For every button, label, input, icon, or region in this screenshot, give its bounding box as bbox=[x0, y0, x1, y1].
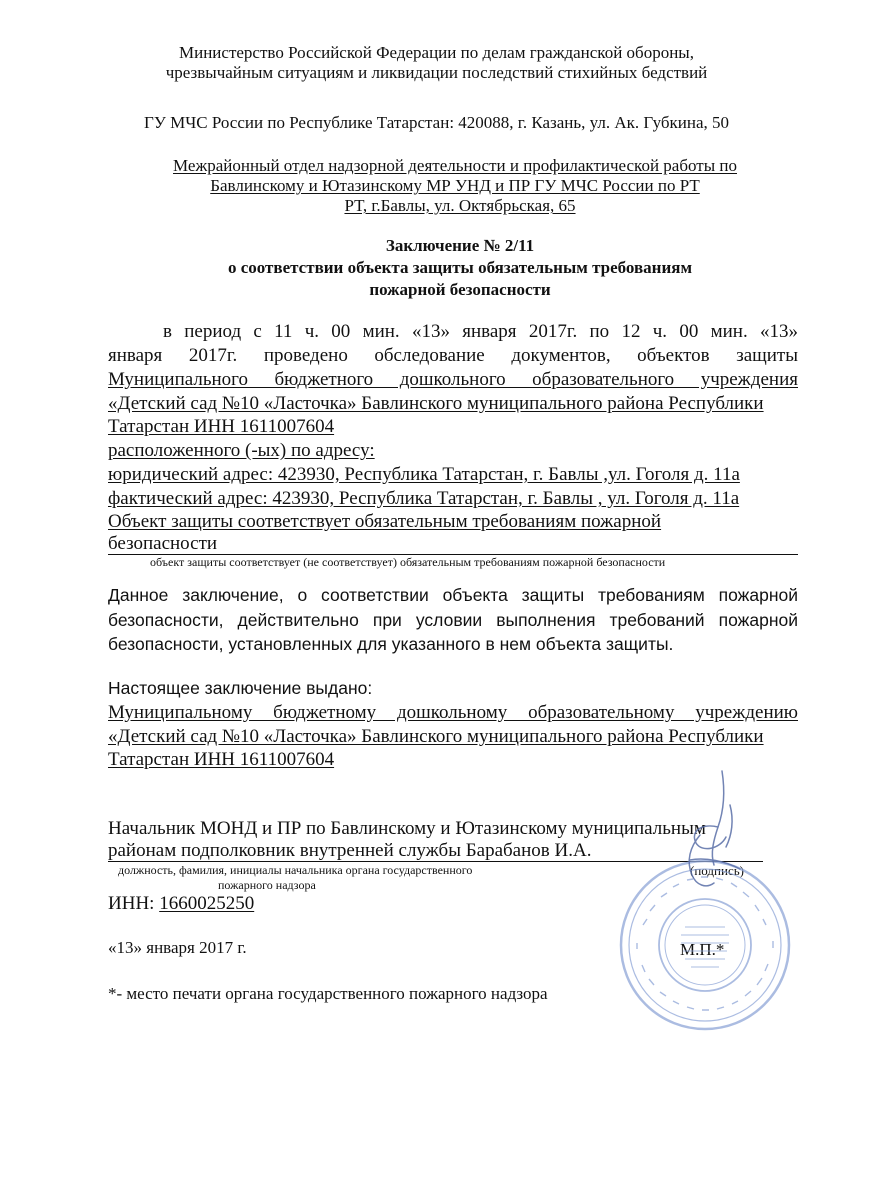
located-label: расположенного (-ых) по адресу: bbox=[108, 440, 375, 461]
signatory-line-2: районам подполковник внутренней службы Барабанов И.А. bbox=[108, 840, 592, 861]
issued-line-3: Татарстан ИНН 1611007604 bbox=[108, 749, 335, 770]
inspection-line-2: января 2017г. проведено обследование документов, объектов защиты bbox=[108, 345, 798, 366]
inspection-line-1: в период с 11 ч. 00 мин. «13» января 2017г. по 12 ч. 00 мин. «13» bbox=[163, 321, 798, 342]
department-line-1: Межрайонный отдел надзорной деятельности и профилактической работы по bbox=[173, 156, 737, 175]
legal-address: юридический адрес: 423930, Республика Татарстан, г. Бавлы ,ул. Гоголя д. 11а bbox=[108, 464, 740, 485]
signatory-caption-2: пожарного надзора bbox=[218, 878, 316, 892]
result-line-1: Объект защиты соответствует обязательным требованиям пожарной bbox=[108, 511, 662, 532]
organization-line-2: «Детский сад №10 «Ласточка» Бавлинского муниципального района Республики bbox=[108, 393, 764, 414]
validity-line-3: безопасности, установленных для указанного в нем объекта защиты. bbox=[108, 634, 674, 654]
issued-line-2: «Детский сад №10 «Ласточка» Бавлинского муниципального района Республики bbox=[108, 726, 764, 747]
inn-label: ИНН: bbox=[108, 893, 160, 914]
ministry-line-1: Министерство Российской Федерации по делам гражданской обороны, bbox=[179, 43, 694, 62]
signature-caption: (подпись) bbox=[690, 863, 744, 878]
department-line-3: РТ, г.Бавлы, ул. Октябрьская, 65 bbox=[344, 196, 576, 215]
result-caption: объект защиты соответствует (не соответствует) обязательным требованиям пожарной безопасности bbox=[150, 555, 666, 569]
department-line-2: Бавлинскому и Ютазинскому МР УНД и ПР ГУ МЧС России по РТ bbox=[210, 176, 700, 195]
title-number: Заключение № 2/11 bbox=[385, 236, 535, 255]
inn-value: 1660025250 bbox=[159, 893, 255, 914]
handwritten-signature bbox=[630, 765, 760, 900]
validity-line-2: безопасности, действительно при условии выполнения требований пожарной bbox=[108, 610, 798, 630]
issued-label: Настоящее заключение выдано: bbox=[108, 678, 373, 698]
footnote: *- место печати органа государственного пожарного надзора bbox=[108, 984, 548, 1003]
validity-line-1: Данное заключение, о соответствии объекта защиты требованиям пожарной bbox=[108, 585, 798, 605]
title-line-2: о соответствии объекта защиты обязательным требованиям bbox=[227, 258, 693, 277]
ministry-line-2: чрезвычайным ситуациям и ликвидации последствий стихийных бедствий bbox=[165, 63, 708, 82]
organization-line-1: Муниципального бюджетного дошкольного образовательного учреждения bbox=[108, 369, 798, 390]
seal-place: М.П.* bbox=[680, 940, 725, 959]
title-line-3: пожарной безопасности bbox=[369, 280, 551, 299]
organization-line-3: Татарстан ИНН 1611007604 bbox=[108, 416, 335, 437]
actual-address: фактический адрес: 423930, Республика Татарстан, г. Бавлы , ул. Гоголя д. 11а bbox=[108, 488, 740, 509]
issue-date: «13» января 2017 г. bbox=[108, 938, 247, 957]
signatory-line-1: Начальник МОНД и ПР по Бавлинскому и Ютазинскому муниципальным bbox=[108, 818, 706, 839]
inn-row bbox=[108, 893, 254, 915]
signatory-caption-1: должность, фамилия, инициалы начальника органа государственного bbox=[118, 863, 473, 877]
issued-line-1: Муниципальному бюджетному дошкольному образовательному учреждению bbox=[108, 702, 798, 723]
result-line-2: безопасности bbox=[108, 533, 218, 554]
agency-address: ГУ МЧС России по Республике Татарстан: 420088, г. Казань, ул. Ак. Губкина, 50 bbox=[143, 113, 729, 132]
